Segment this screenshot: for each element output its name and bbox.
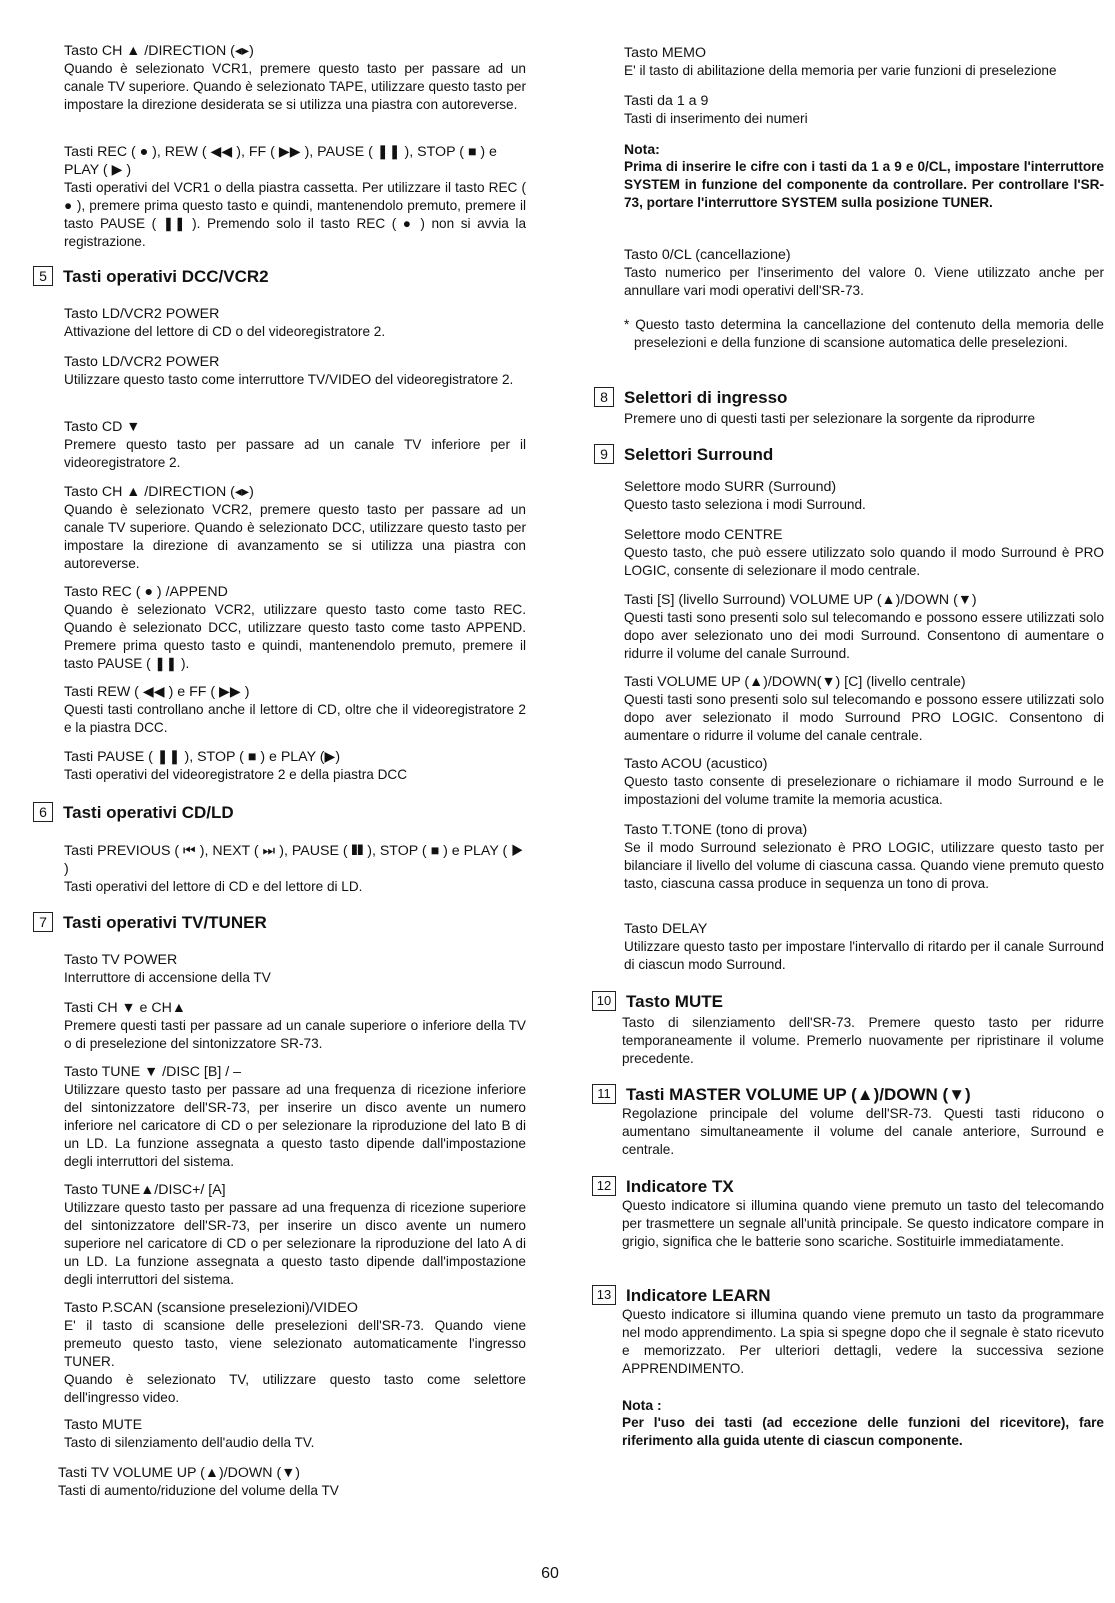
section-number-box: 5	[33, 266, 53, 286]
item-memo	[624, 44, 1104, 80]
item-body: Se il modo Surround selezionato è PRO LOGIC, utilizzare questo tasto per bilanciare il livello del volume di ciascuna cassa. Quando viene premuto questo tasto, ciascuna cassa produce in sequenza un tono di prova.	[624, 840, 1104, 891]
section-12-header	[592, 1176, 1112, 1198]
page-number: 60	[541, 1565, 559, 1582]
item-body: Questi tasti controllano anche il lettore di CD, oltre che il videoregistratore 2 e la piastra DCC.	[64, 702, 526, 735]
item-title: Tasto P.SCAN (scansione preselezioni)/VIDEO	[64, 1300, 358, 1316]
section-8-header	[594, 387, 1114, 409]
item-ch-up-down	[64, 999, 526, 1053]
section-number-box: 8	[594, 387, 614, 407]
section-5-header	[33, 266, 533, 288]
note-heading: Nota :	[622, 1397, 662, 1413]
item-ch-direction-vcr1	[64, 42, 526, 114]
note-system-switch	[624, 140, 1104, 212]
item-body: Questo tasto consente di preselezionare o richiamare il modo Surround e le impostazioni del volume tramite la memoria acustica.	[624, 774, 1104, 807]
section-title: Selettori Surround	[624, 445, 774, 464]
section-title: Indicatore LEARN	[626, 1286, 771, 1305]
item-body: Utilizzare questo tasto per impostare l'intervallo di ritardo per il canale Surround di ciascun modo Surround.	[624, 939, 1104, 972]
item-body: Tasti operativi del lettore di CD e del lettore di LD.	[64, 879, 363, 894]
item-body: Tasto di silenziamento dell'audio della TV.	[64, 1435, 315, 1450]
note-body: Per l'uso dei tasti (ad eccezione delle funzioni del ricevitore), fare riferimento alla guida utente di ciascun componente.	[622, 1415, 1104, 1448]
item-ch-direction-vcr2	[64, 483, 526, 573]
item-body-2: Quando è selezionato TV, utilizzare questo tasto come selettore dell'ingresso video.	[64, 1372, 526, 1405]
item-title: Tasti [S] (livello Surround) VOLUME UP (▲)/DOWN (▼)	[624, 592, 977, 608]
item-title: Tasto REC ( ● ) /APPEND	[64, 584, 228, 600]
item-centre-mode	[624, 526, 1104, 580]
item-title: Tasto LD/VCR2 POWER	[64, 354, 220, 370]
item-rec-append	[64, 583, 526, 673]
section-13-body	[622, 1306, 1104, 1378]
item-title: Selettore modo SURR (Surround)	[624, 479, 837, 495]
section-number-box: 7	[33, 912, 53, 932]
item-cd-down	[64, 418, 526, 472]
section-9-header	[594, 444, 1114, 466]
item-body: Questo tasto, che può essere utilizzato solo quando il modo Surround è PRO LOGIC, consente di selezionare il modo centrale.	[624, 545, 1104, 578]
item-body: Utilizzare questo tasto per passare ad una frequenza di ricezione inferiore del sintonizzatore dell'SR-73, per inserire un disco avente un numero inferiore nel caricatore di CD o per selezionare la riproduzione del lato B di un LD. La funzione assegnata a questo tasto dipende dall'impostazione degli interruttori del sistema.	[64, 1082, 526, 1169]
section-11-header	[592, 1084, 1112, 1106]
section-number-box: 11	[592, 1084, 616, 1104]
item-0-cl	[624, 246, 1104, 300]
section-12-body	[622, 1197, 1104, 1251]
section-number-box: 10	[592, 991, 616, 1011]
item-tune-down-disc	[64, 1063, 526, 1171]
item-pause-stop-play	[64, 748, 526, 784]
item-body: Interruttore di accensione della TV	[64, 970, 271, 985]
section-number-box: 13	[592, 1285, 616, 1305]
item-previous-next	[64, 842, 526, 896]
item-centre-volume	[624, 673, 1104, 745]
item-title: Tasto T.TONE (tono di prova)	[624, 822, 808, 838]
item-title: Tasto ACOU (acustico)	[624, 756, 768, 772]
item-body: E' il tasto di scansione delle preselezioni dell'SR-73. Quando viene premeuto questo tasto, viene selezionato automaticamente l'ingresso TUNER.	[64, 1318, 526, 1369]
item-title: Tasto TUNE ▼ /DISC [B] / –	[64, 1064, 241, 1080]
item-ttone	[624, 821, 1104, 893]
item-title: Tasto 0/CL (cancellazione)	[624, 247, 791, 263]
item-surr-mode	[624, 478, 1104, 514]
item-title: Tasto DELAY	[624, 921, 708, 937]
item-body: Premere questo tasto per passare ad un canale TV inferiore per il videoregistratore 2.	[64, 437, 526, 470]
item-title: Tasto TV POWER	[64, 952, 178, 968]
item-title: Tasti PREVIOUS ( ⏮ ), NEXT ( ⏭ ), PAUSE ( ❚❚ ), STOP ( ■ ) e PLAY ( ▶ )	[64, 843, 524, 877]
item-title: Tasti REW ( ◀◀ ) e FF ( ▶▶ )	[64, 684, 250, 700]
note-heading: Nota:	[624, 141, 660, 157]
item-body: Tasto numerico per l'inserimento del valore 0. Viene utilizzato anche per annullare vari modi operativi dell'SR-73.	[624, 265, 1104, 298]
item-keys-1-9	[624, 92, 1104, 128]
item-body: Quando è selezionato VCR2, utilizzare questo tasto come tasto REC. Quando è selezionato DCC, utilizzare questo tasto come tasto APPEND. Premere prima questo tasto e quindi, mantenendolo premuto, premere il tasto PAUSE ( ❚❚ ).	[64, 602, 526, 671]
item-body: Tasti operativi del VCR1 o della piastra cassetta. Per utilizzare il tasto REC ( ● ), premere prima questo tasto e quindi, mantenendolo premuto, premere il tasto PAUSE ( ❚❚ ). Premendo solo il tasto REC ( ● ) non si avvia la registrazione.	[64, 180, 526, 249]
item-rec-rew-ff	[64, 143, 526, 251]
section-title: Tasti operativi CD/LD	[63, 803, 234, 822]
item-title: Tasto CH ▲ /DIRECTION (◂▸)	[64, 484, 254, 500]
item-body: Questi tasti sono presenti solo sul telecomando e possono essere utilizzati solo dopo aver selezionato uno dei modi Surround. Consentono di aumentare o ridurre il volume del canale Surround.	[624, 610, 1104, 661]
section-10-header	[592, 991, 1112, 1013]
section-13-header	[592, 1285, 1112, 1307]
item-title: Tasto MUTE	[64, 1417, 143, 1433]
item-body: Questo indicatore si illumina quando viene premuto un tasto da programmare nel modo apprendimento. La spia si spegne dopo che il segnale è stato ricevuto e memorizzato. Per ulteriori dettagli, vedere la successiva sezione APPRENDIMENTO.	[622, 1307, 1104, 1376]
item-title: Selettore modo CENTRE	[624, 527, 783, 543]
item-title: Tasti TV VOLUME UP (▲)/DOWN (▼)	[58, 1465, 300, 1481]
item-body: E' il tasto di abilitazione della memoria per varie funzioni di preselezione	[624, 63, 1057, 78]
item-tune-up-disc	[64, 1181, 526, 1289]
section-6-header	[33, 802, 533, 824]
item-title: Tasti REC ( ● ), REW ( ◀◀ ), FF ( ▶▶ ), PAUSE ( ❚❚ ), STOP ( ■ ) e PLAY ( ▶ )	[64, 144, 497, 178]
item-tv-volume	[58, 1464, 520, 1500]
item-body: Regolazione principale del volume dell'SR-73. Questi tasti riducono o aumentano simultaneamente il volume del canale anteriore, Surround e centrale.	[622, 1106, 1104, 1157]
item-title: Tasto CH ▲ /DIRECTION (◂▸)	[64, 43, 254, 59]
item-ld-vcr2-power-1	[64, 305, 526, 341]
item-0-cl-footnote	[624, 316, 1104, 352]
item-tv-mute	[64, 1416, 526, 1452]
section-title: Tasti MASTER VOLUME UP (▲)/DOWN (▼)	[626, 1085, 971, 1104]
item-title: Tasti VOLUME UP (▲)/DOWN(▼) [C] (livello centrale)	[624, 674, 966, 690]
item-pscan-video	[64, 1299, 526, 1407]
item-body: Tasti di aumento/riduzione del volume della TV	[58, 1483, 339, 1498]
section-title: Tasti operativi DCC/VCR2	[63, 267, 269, 286]
section-title: Tasti operativi TV/TUNER	[63, 913, 267, 932]
item-tv-power	[64, 951, 526, 987]
section-title: Indicatore TX	[626, 1177, 734, 1196]
item-rew-ff	[64, 683, 526, 737]
item-body: Utilizzare questo tasto come interruttore TV/VIDEO del videoregistratore 2.	[64, 372, 514, 387]
footnote-text: * Questo tasto determina la cancellazione del contenuto della memoria delle preselezioni e della funzione di scansione automatica delle preselezioni.	[624, 317, 1104, 350]
note-component-guide	[622, 1396, 1104, 1450]
item-title: Tasti da 1 a 9	[624, 93, 709, 109]
section-title: Tasto MUTE	[626, 992, 723, 1011]
item-body: Premere questi tasti per passare ad un canale superiore o inferiore della TV o di preselezione del sintonizzatore SR-73.	[64, 1018, 526, 1051]
section-number-box: 12	[592, 1176, 616, 1196]
item-body: Quando è selezionato VCR2, premere questo tasto per passare ad un canale TV superiore. Quando è selezionato DCC, utilizzare questo tasto per impostare la direzione di avanzamento se si utilizza una piastra con autoreverse.	[64, 502, 526, 571]
item-ld-vcr2-power-2	[64, 353, 526, 389]
item-body: Tasto di silenziamento dell'SR-73. Premere questo tasto per ridurre temporaneamente il volume. Premerlo nuovamente per ripristinare il volume precedente.	[622, 1015, 1104, 1066]
section-number-box: 6	[33, 802, 53, 822]
item-title: Tasto TUNE▲/DISC+/ [A]	[64, 1182, 226, 1198]
item-title: Tasto CD ▼	[64, 419, 141, 435]
section-number-box: 9	[594, 444, 614, 464]
item-body: Questo indicatore si illumina quando viene premuto un tasto del telecomando per trasmettere un segnale all'unità principale. Se questo indicatore compare in grigio, significa che le batterie sono scariche. Sostituirle immediatamente.	[622, 1198, 1104, 1249]
section-8-body	[624, 410, 1104, 428]
note-body: Prima di inserire le cifre con i tasti da 1 a 9 e 0/CL, impostare l'interruttore SYSTEM in funzione del componente da controllare. Per controllare l'SR-73, portare l'interruttore SYSTEM sulla posizione TUNER.	[624, 159, 1104, 210]
item-body: Questi tasti sono presenti solo sul telecomando e possono essere utilizzati solo dopo aver selezionato il modo Surround PRO LOGIC. Consentono di aumentare o ridurre il volume del canale centrale.	[624, 692, 1104, 743]
section-7-header	[33, 912, 533, 934]
item-delay	[624, 920, 1104, 974]
item-title: Tasti CH ▼ e CH▲	[64, 1000, 186, 1016]
section-10-body	[622, 1014, 1104, 1068]
item-body: Utilizzare questo tasto per passare ad una frequenza di ricezione superiore del sintonizzatore dell'SR-73, per inserire un disco avente un numero superiore nel caricatore di CD o per selezionare la riproduzione del lato A di un LD. La funzione assegnata a questo tasto dipende dall'impostazione degli interruttori del sistema.	[64, 1200, 526, 1287]
item-body: Quando è selezionato VCR1, premere questo tasto per passare ad un canale TV superiore. Quando è selezionato TAPE, utilizzare questo tasto per impostare la direzione desiderata se si utilizza una piastra con autoreverse.	[64, 61, 526, 112]
item-body: Tasti di inserimento dei numeri	[624, 111, 808, 126]
item-acou	[624, 755, 1104, 809]
item-body: Questo tasto seleziona i modi Surround.	[624, 497, 866, 512]
section-11-body	[622, 1105, 1104, 1159]
item-body: Premere uno di questi tasti per selezionare la sorgente da riprodurre	[624, 411, 1036, 426]
item-surround-volume	[624, 591, 1104, 663]
item-body: Attivazione del lettore di CD o del videoregistratore 2.	[64, 324, 386, 339]
section-title: Selettori di ingresso	[624, 388, 788, 407]
item-title: Tasto MEMO	[624, 45, 706, 61]
item-title: Tasto LD/VCR2 POWER	[64, 306, 220, 322]
item-title: Tasti PAUSE ( ❚❚ ), STOP ( ■ ) e PLAY (▶)	[64, 749, 341, 765]
item-body: Tasti operativi del videoregistratore 2 e della piastra DCC	[64, 767, 408, 782]
